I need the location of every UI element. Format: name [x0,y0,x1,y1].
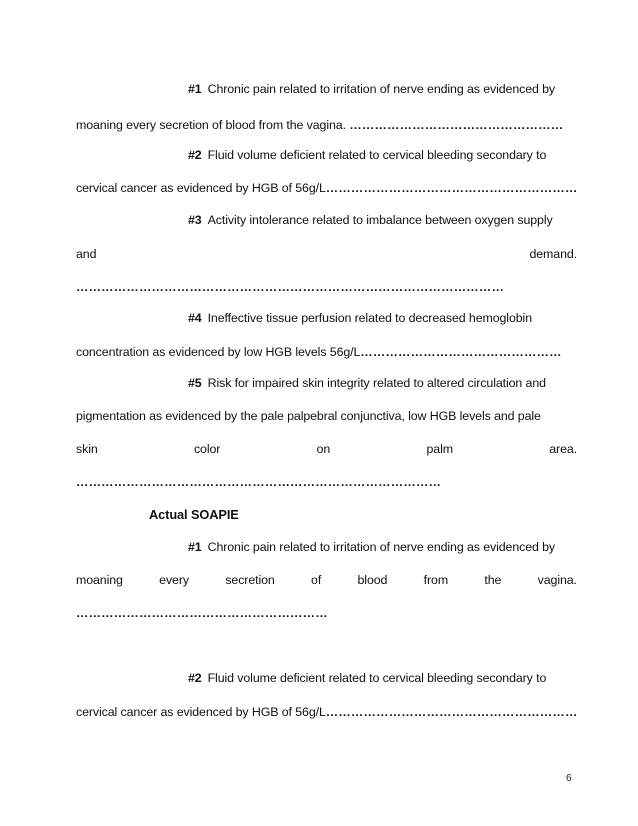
word: palm [426,442,453,456]
item-3-line-3 [76,279,577,295]
item-3-line-2 [76,246,577,262]
item-2-line-1 [188,147,577,163]
item-5-line-2 [76,408,577,424]
word: the [484,573,502,587]
item-5-line-4 [76,474,577,490]
dotted-leader: ………………………………………… [360,345,562,359]
dotted-leader: …………………………………………………… [325,181,578,195]
item-4-line-1 [188,310,577,326]
dotted-leader: …………………………………………………… [76,606,328,620]
item-text: Fluid volume deficient related to cervical bleeding secondary to [207,671,547,685]
item-text: Chronic pain related to irritation of nerve ending as evidenced by [207,82,556,96]
actual-item-1-line-1 [188,539,577,555]
item-number: #2 [188,671,202,685]
item-number: #2 [188,148,202,162]
item-1-line-2 [76,117,577,133]
word: area. [549,442,577,456]
item-number: #1 [188,540,202,554]
item-number: #4 [188,311,202,325]
item-number: #5 [188,376,202,390]
word: from [423,573,449,587]
word: every [159,573,189,587]
item-number: #1 [188,82,202,96]
page-number: 6 [566,773,572,784]
dotted-leader: …………………………………………………………………………… [76,475,442,489]
item-text: cervical cancer as evidenced by HGB of 56g/L [76,705,326,719]
item-text: Activity intolerance related to imbalance between oxygen supply [207,213,553,227]
item-4-line-2 [76,344,577,360]
word: color [193,442,221,456]
dotted-leader: ………………………………………………………………………………………… [76,280,505,294]
item-5-line-1 [188,375,577,391]
word: blood [357,573,388,587]
item-2-line-2 [76,180,577,196]
actual-item-1-line-2 [76,572,577,588]
item-text: moaning every secretion of blood from the vagina. [76,118,346,132]
word: secretion [225,573,275,587]
word: and [76,247,97,261]
word: vagina. [537,573,577,587]
section-heading: Actual SOAPIE [149,507,239,522]
word: moaning [76,573,123,587]
item-text: pigmentation as evidenced by the pale palpebral conjunctiva, low HGB levels and pale [76,409,541,423]
item-5-line-3 [76,441,577,457]
dotted-leader: …………………………………………………… [325,705,578,719]
item-text: Ineffective tissue perfusion related to decreased hemoglobin [207,311,532,325]
item-text: Risk for impaired skin integrity related to altered circulation and [207,376,546,390]
item-text: cervical cancer as evidenced by HGB of 56g/L [76,181,326,195]
actual-item-1-line-3 [76,605,577,621]
actual-item-2-line-2 [76,704,577,720]
item-number: #3 [188,213,202,227]
actual-item-2-line-1 [188,670,577,686]
dotted-leader: …………………………………………… [349,118,564,132]
item-text: Fluid volume deficient related to cervical bleeding secondary to [207,148,547,162]
item-text: concentration as evidenced by low HGB levels 56g/L [76,345,361,359]
item-3-line-1 [188,212,577,228]
word: skin [76,442,98,456]
item-text: Chronic pain related to irritation of nerve ending as evidenced by [207,540,556,554]
word: on [316,442,331,456]
word: demand. [529,247,577,261]
item-1-line-1 [188,81,577,97]
word: of [311,573,322,587]
